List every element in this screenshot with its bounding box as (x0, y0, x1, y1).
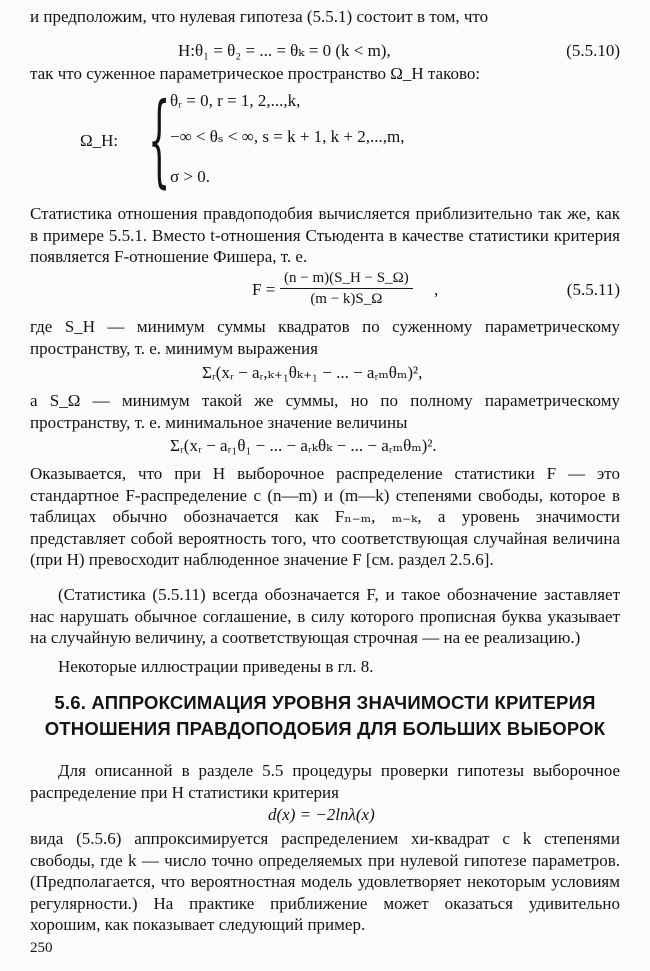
sum-expression-1-text: Σᵣ(xᵣ − aᵣ,ₖ₊₁θₖ₊₁ − ... − aᵣₘθₘ)², (202, 363, 423, 382)
parameter-space-system (30, 81, 620, 198)
intro-line (30, 6, 620, 28)
paragraph-section-5-6-text: Для описанной в разделе 5.5 процедуры проверки гипотезы выборочное распределение при H статистики критерия (30, 761, 620, 802)
paragraph-statistic-text: Статистика отношения правдоподобия вычисляется приблизительно так же, как в примере 5.5.1. Вместо t-отношения Стьюдента в качестве статистики критерия появляется F-отношение Фишера, т. е. (30, 204, 620, 266)
system-row-3: σ > 0. (170, 167, 211, 186)
fraction-numerator: (n − m)(S_H − S_Ω) (280, 268, 413, 289)
paragraph-sh (30, 316, 620, 359)
paragraph-distribution (30, 463, 620, 571)
section-heading-line-2: ОТНОШЕНИЯ ПРАВДОПОДОБИЯ ДЛЯ БОЛЬШИХ ВЫБОРОК (44, 718, 606, 739)
intro-text: и предположим, что нулевая гипотеза (5.5.1) состоит в том, что (30, 7, 489, 26)
paragraph-note (30, 584, 620, 649)
fraction-denominator: (m − k)S_Ω (310, 291, 383, 307)
page-number: 250 (30, 940, 53, 956)
system-label: Ω_H: (80, 131, 119, 150)
paragraph-sh-text: где S_H — минимум суммы квадратов по суженному параметрическому пространству, т. е. минимум выражения (30, 317, 620, 358)
equation-5-5-11-number: (5.5.11) (566, 280, 620, 299)
paragraph-note-text: (Статистика (5.5.11) всегда обозначается F, и такое обозначение заставляет нас нарушать обычное соглашение, в силу которого прописная буква указывает на случайную величину, а соответствующая строчная — на ее реализацию.) (30, 585, 620, 647)
curly-brace-icon: { (148, 81, 171, 198)
section-heading-line-1: 5.6. АППРОКСИМАЦИЯ УРОВНЯ ЗНАЧИМОСТИ КРИТЕРИЯ (54, 692, 596, 713)
paragraph-illustrations (30, 656, 620, 678)
paragraph-section-5-6 (30, 760, 620, 803)
equation-5-5-10-number: (5.5.10) (566, 41, 620, 60)
equation-5-5-11-lhs: F = (252, 280, 276, 299)
space-line (30, 63, 620, 85)
sum-expression-2 (30, 435, 620, 457)
equation-d-text: d(x) = −2lnλ(x) (268, 805, 375, 824)
space-text: так что суженное параметрическое пространство Ω_H таково: (30, 64, 481, 83)
system-row-1: θᵣ = 0, r = 1, 2,...,k, (170, 91, 301, 110)
paragraph-somega-text: а S_Ω — минимум такой же суммы, но по полному параметрическому пространству, т. е. минимальное значение величины (30, 391, 620, 432)
equation-5-5-11 (30, 268, 620, 312)
paragraph-chi-square (30, 828, 620, 936)
sum-expression-2-text: Σᵣ(xᵣ − aᵣ₁θ₁ − ... − aᵣₖθₖ − ... − aᵣₘθₘ)². (170, 436, 437, 455)
equation-5-5-10-formula: H:θ₁ = θ₂ = ... = θₖ = 0 (k < m), (178, 41, 391, 60)
paragraph-distribution-text: Оказывается, что при H выборочное распределение статистики F — это стандартное F-распределение с (n—m) и (m—k) степенями свободы, которое в таблицах обычно обозначается как Fₙ₋ₘ, ₘ₋ₖ, а уровень значимости представляет собой вероятность того, что соответствующая случайная величина (при H) превосходит наблюденное значение F [см. раздел 2.5.6]. (30, 464, 620, 569)
section-heading (30, 690, 620, 742)
equation-5-5-11-tail: , (434, 280, 439, 299)
sum-expression-1 (30, 362, 620, 384)
paragraph-statistic (30, 203, 620, 268)
equation-d (30, 804, 620, 826)
paragraph-illustrations-text: Некоторые иллюстрации приведены в гл. 8. (58, 657, 374, 676)
system-row-2: −∞ < θₛ < ∞, s = k + 1, k + 2,...,m, (170, 127, 405, 146)
paragraph-chi-square-text: вида (5.5.6) аппроксимируется распределением хи-квадрат с k степенями свободы, где k — число точно определяемых при нулевой гипотезе параметров. (Предполагается, что вероятностная модель удовлетворяет некоторым условиям регулярности.) На практике приближение может оказаться удивительно хорошим, как показывает следующий пример. (30, 829, 620, 934)
fraction (280, 268, 413, 309)
equation-5-5-10 (30, 40, 620, 62)
paragraph-somega (30, 390, 620, 433)
